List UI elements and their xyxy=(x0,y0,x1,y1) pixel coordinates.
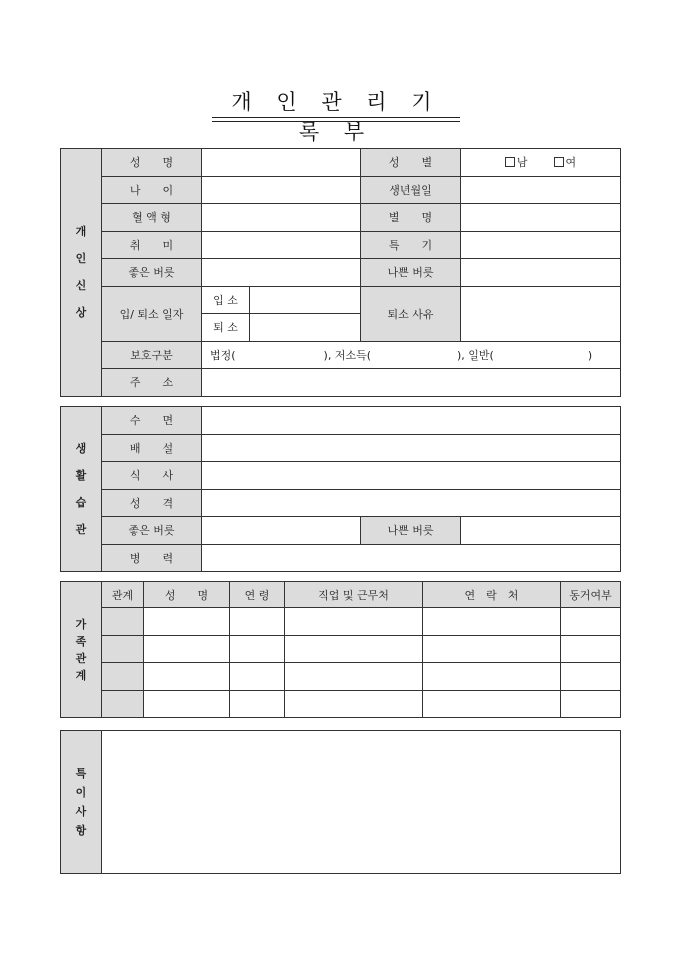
hobby-field[interactable] xyxy=(202,231,361,259)
personality-field[interactable] xyxy=(202,489,621,517)
family-header-cohabit: 동거여부 xyxy=(561,582,621,608)
address-label: 주 소 xyxy=(102,369,202,397)
name-field[interactable] xyxy=(202,149,361,177)
protection-low-income: ), 저소득( xyxy=(323,348,372,362)
family-age-cell[interactable] xyxy=(230,663,285,691)
blood-type-label: 혈 액 형 xyxy=(102,204,202,232)
section-family-title: 가 족 관 계 xyxy=(61,582,102,718)
family-job-cell[interactable] xyxy=(285,690,423,718)
specialty-label: 특 기 xyxy=(361,231,461,259)
gender-label: 성 별 xyxy=(361,149,461,177)
family-job-cell[interactable] xyxy=(285,635,423,663)
family-row xyxy=(61,635,621,663)
address-field[interactable] xyxy=(202,369,621,397)
entry-date-field[interactable] xyxy=(250,286,361,314)
family-row xyxy=(61,608,621,636)
family-cohabit-cell[interactable] xyxy=(561,608,621,636)
male-option-label: 남 xyxy=(516,156,528,170)
section-notes-title: 특 이 사 항 xyxy=(61,731,102,874)
gender-field xyxy=(461,149,621,177)
section-personal-title: 개 인 신 상 xyxy=(61,149,102,397)
blood-type-field[interactable] xyxy=(202,204,361,232)
excretion-label: 배 설 xyxy=(102,434,202,462)
family-relation-cell[interactable] xyxy=(102,635,144,663)
excretion-field[interactable] xyxy=(202,434,621,462)
female-checkbox[interactable] xyxy=(554,157,564,167)
family-relation-cell[interactable] xyxy=(102,608,144,636)
birth-field[interactable] xyxy=(461,176,621,204)
family-name-cell[interactable] xyxy=(144,635,230,663)
hobby-label: 취 미 xyxy=(102,231,202,259)
female-option-label: 여 xyxy=(565,156,577,170)
family-cohabit-cell[interactable] xyxy=(561,690,621,718)
family-header-job: 직업 및 근무처 xyxy=(285,582,423,608)
family-row xyxy=(61,690,621,718)
bad-habit-label: 나쁜 버릇 xyxy=(361,259,461,287)
protection-general: ), 일반( xyxy=(457,348,494,362)
medical-history-field[interactable] xyxy=(202,544,621,572)
birth-label: 생년월일 xyxy=(361,176,461,204)
meal-field[interactable] xyxy=(202,462,621,490)
protection-field[interactable] xyxy=(202,341,621,369)
exit-reason-field[interactable] xyxy=(461,286,621,341)
medical-history-label: 병 력 xyxy=(102,544,202,572)
family-table xyxy=(60,581,621,718)
page-title: 개 인 관 리 기 록 부 xyxy=(231,90,441,144)
family-cohabit-cell[interactable] xyxy=(561,663,621,691)
entry-label: 입 소 xyxy=(202,286,250,314)
title-underline-bottom xyxy=(212,121,460,122)
male-checkbox[interactable] xyxy=(505,157,515,167)
personal-info-table xyxy=(60,148,621,397)
name-label: 성 명 xyxy=(102,149,202,177)
sleep-field[interactable] xyxy=(202,407,621,435)
specialty-field[interactable] xyxy=(461,231,621,259)
life-bad-habit-field[interactable] xyxy=(461,517,621,545)
family-age-cell[interactable] xyxy=(230,608,285,636)
notes-table xyxy=(60,730,621,874)
protection-close: ) xyxy=(587,348,593,362)
family-name-cell[interactable] xyxy=(144,608,230,636)
family-header-contact: 연 락 처 xyxy=(423,582,561,608)
family-job-cell[interactable] xyxy=(285,663,423,691)
family-contact-cell[interactable] xyxy=(423,663,561,691)
good-habit-field[interactable] xyxy=(202,259,361,287)
family-contact-cell[interactable] xyxy=(423,608,561,636)
exit-date-field[interactable] xyxy=(250,314,361,342)
life-bad-habit-label: 나쁜 버릇 xyxy=(361,517,461,545)
sleep-label: 수 면 xyxy=(102,407,202,435)
section-life-title: 생 활 습 관 xyxy=(61,407,102,572)
protection-legal: 법정( xyxy=(210,348,236,362)
family-age-cell[interactable] xyxy=(230,690,285,718)
good-habit-label: 좋은 버릇 xyxy=(102,259,202,287)
family-header-name: 성 명 xyxy=(144,582,230,608)
family-cohabit-cell[interactable] xyxy=(561,635,621,663)
notes-field[interactable] xyxy=(102,731,621,874)
family-contact-cell[interactable] xyxy=(423,635,561,663)
exit-label: 퇴 소 xyxy=(202,314,250,342)
family-relation-cell[interactable] xyxy=(102,690,144,718)
family-header-age: 연 령 xyxy=(230,582,285,608)
family-row xyxy=(61,663,621,691)
protection-label: 보호구분 xyxy=(102,341,202,369)
age-field[interactable] xyxy=(202,176,361,204)
life-habits-table xyxy=(60,406,621,572)
nickname-label: 별 명 xyxy=(361,204,461,232)
entry-exit-label: 입/ 퇴소 일자 xyxy=(102,286,202,341)
family-header-relation: 관계 xyxy=(102,582,144,608)
family-job-cell[interactable] xyxy=(285,608,423,636)
meal-label: 식 사 xyxy=(102,462,202,490)
bad-habit-field[interactable] xyxy=(461,259,621,287)
family-age-cell[interactable] xyxy=(230,635,285,663)
life-good-habit-label: 좋은 버릇 xyxy=(102,517,202,545)
family-name-cell[interactable] xyxy=(144,663,230,691)
age-label: 나 이 xyxy=(102,176,202,204)
exit-reason-label: 퇴소 사유 xyxy=(361,286,461,341)
life-good-habit-field[interactable] xyxy=(202,517,361,545)
title-underline-top xyxy=(212,117,460,118)
personality-label: 성 격 xyxy=(102,489,202,517)
family-contact-cell[interactable] xyxy=(423,690,561,718)
family-name-cell[interactable] xyxy=(144,690,230,718)
nickname-field[interactable] xyxy=(461,204,621,232)
family-relation-cell[interactable] xyxy=(102,663,144,691)
